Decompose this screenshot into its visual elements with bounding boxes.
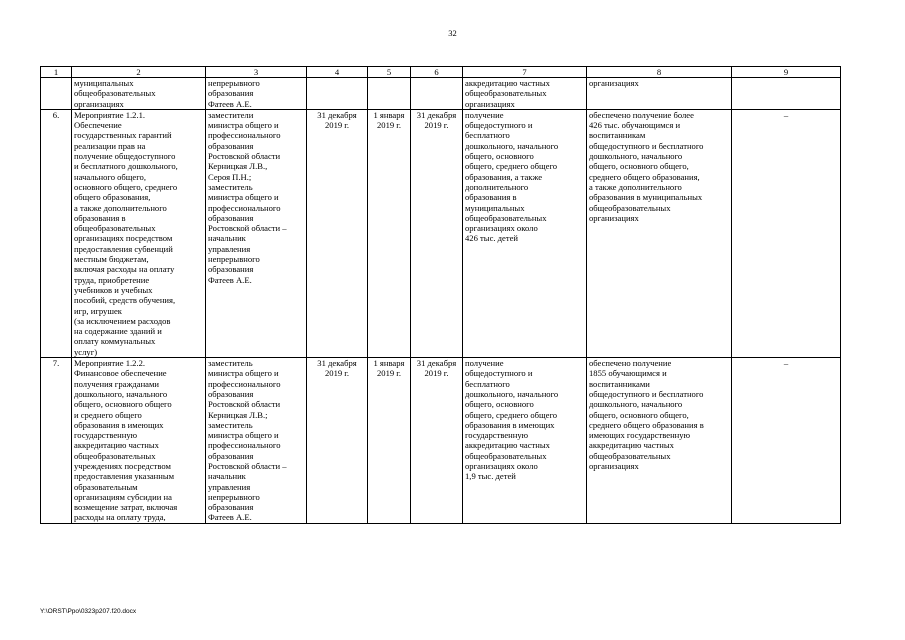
event-cell: муниципальных общеобразовательных организациях [72, 78, 206, 110]
start-date-cell: 31 декабря 2019 г. [307, 109, 368, 357]
note-cell: – [732, 358, 841, 524]
end-date-cell: 31 декабря 2019 г. [411, 109, 463, 357]
end-date-cell [411, 78, 463, 110]
expected-result-cell: получение общедоступного и бесплатного дошкольного, начального общего, основного общего, среднего общего образования, а также дополнительного образования в муниципальных общеобразовательных организациях около 426 тыс. детей [463, 109, 587, 357]
responsible-cell: непрерывного образования Фатеев А.Е. [206, 78, 307, 110]
row-number-cell [41, 78, 72, 110]
column-header: 1 [41, 67, 72, 78]
event-cell: Мероприятие 1.2.2. Финансовое обеспечение получения гражданами дошкольного, начального общего, основного общего и среднего общего образования в имеющих государственную аккредитацию частных общеобразовательных учреждениях посредством предоставления указанным образовательным организациям субсидии на возмещение затрат, включая расходы на оплату труда, [72, 358, 206, 524]
event-cell: Мероприятие 1.2.1. Обеспечение государственных гарантий реализации прав на получение общедоступного и бесплатного дошкольного, начального общего, основного общего, среднего общего образования, а также дополнительного образования в общеобразовательных организациях посредством предоставления субвенций местным бюджетам, включая расходы на оплату труда, приобретение учебников и учебных пособий, средств обучения, игр, игрушек (за исключением расходов на содержание зданий и оплату коммунальных услуг) [72, 109, 206, 357]
responsible-cell: заместитель министра общего и профессионального образования Ростовской области Керницкая Л.В.; заместитель министра общего и профессионального образования Ростовской области – начальник управления непрерывного образования Фатеев А.Е. [206, 358, 307, 524]
indicator-cell: обеспечено получение более 426 тыс. обучающимся и воспитанникам общедоступного и бесплатного дошкольного, начального общего, основного общего, среднего общего образования, а также дополнительного образования в муниципальных общеобразовательных организациях [587, 109, 732, 357]
row-number-cell: 6. [41, 109, 72, 357]
column-header: 2 [72, 67, 206, 78]
column-header: 9 [732, 67, 841, 78]
table-row-7 [41, 358, 841, 524]
column-header: 3 [206, 67, 307, 78]
start-date-cell [307, 78, 368, 110]
note-cell [732, 78, 841, 110]
expected-result-cell: аккредитацию частных общеобразовательных организациях [463, 78, 587, 110]
col5-date-cell: 1 января 2019 г. [368, 109, 411, 357]
expected-result-cell: получение общедоступного и бесплатного дошкольного, начального общего, основного общего, среднего общего образования в имеющих государственную аккредитацию частных общеобразовательных организациях около 1,9 тыс. детей [463, 358, 587, 524]
table-row-continuation [41, 78, 841, 110]
indicator-cell: обеспечено получение 1855 обучающимся и воспитанниками общедоступного и бесплатного дошкольного, начального общего, основного общего, среднего общего образования в имеющих государственную аккредитацию частных общеобразовательных организациях [587, 358, 732, 524]
column-number-row [41, 67, 841, 78]
row-number-cell: 7. [41, 358, 72, 524]
note-cell: – [732, 109, 841, 357]
column-header: 6 [411, 67, 463, 78]
column-header: 7 [463, 67, 587, 78]
indicator-cell: организациях [587, 78, 732, 110]
col5-date-cell: 1 января 2019 г. [368, 358, 411, 524]
column-header: 4 [307, 67, 368, 78]
col5-date-cell [368, 78, 411, 110]
table-row-6 [41, 109, 841, 357]
page-number: 32 [448, 28, 457, 38]
column-header: 8 [587, 67, 732, 78]
responsible-cell: заместители министра общего и профессионального образования Ростовской области Керницкая Л.В., Сероя П.Н.; заместитель министра общего и профессионального образования Ростовской области – начальник управления непрерывного образования Фатеев А.Е. [206, 109, 307, 357]
start-date-cell: 31 декабря 2019 г. [307, 358, 368, 524]
column-header: 5 [368, 67, 411, 78]
end-date-cell: 31 декабря 2019 г. [411, 358, 463, 524]
measures-table [40, 66, 841, 524]
file-path-footer: Y:\ORST\Ppo\0323p207.f20.docx [40, 608, 137, 615]
